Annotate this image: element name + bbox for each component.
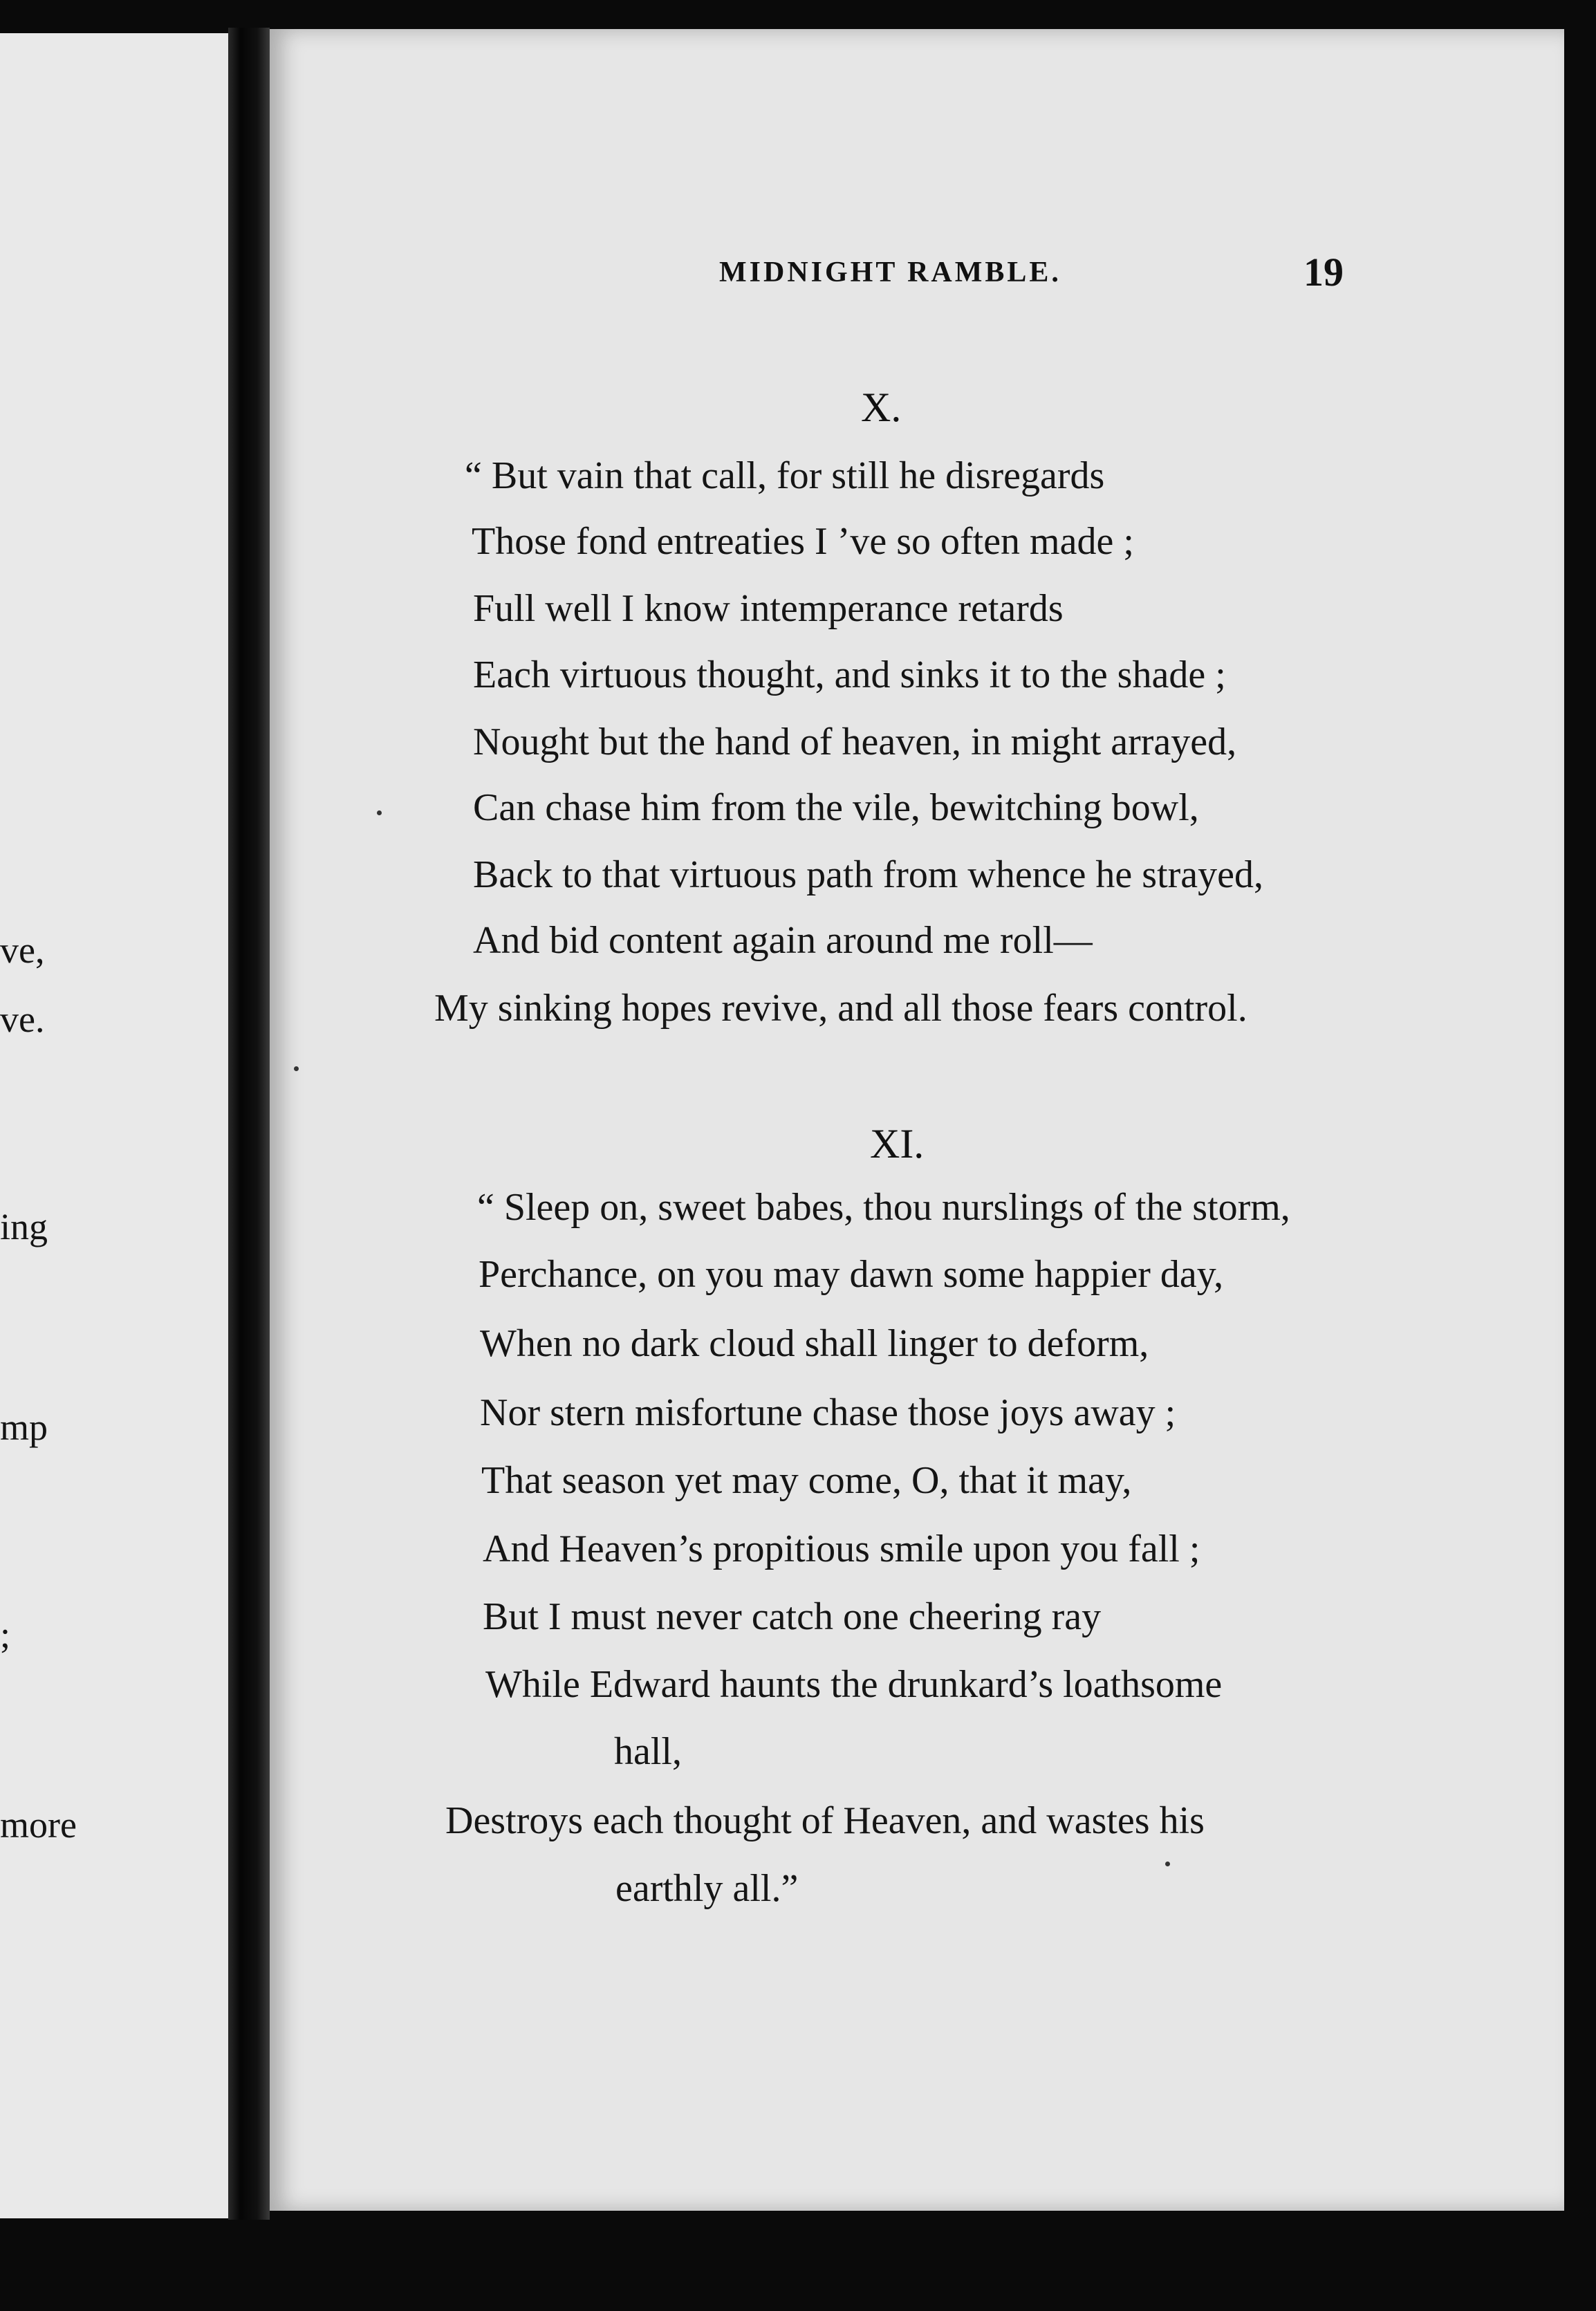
left-page-fragment: mp (0, 1407, 48, 1448)
poem-line: “ But vain that call, for still he disregards (465, 454, 1105, 497)
poem-line: Each virtuous thought, and sinks it to the shade ; (473, 653, 1226, 696)
left-page-fragment: ve. (0, 999, 45, 1040)
poem-line: While Edward haunts the drunkard’s loathsome (485, 1663, 1223, 1706)
book-gutter (228, 28, 270, 2220)
poem-line: When no dark cloud shall linger to deform, (480, 1322, 1149, 1365)
poem-line: Perchance, on you may dawn some happier day, (479, 1253, 1224, 1296)
poem-line: And bid content again around me roll— (473, 919, 1093, 962)
page-number: 19 (1303, 250, 1344, 295)
left-page-fragment: ; (0, 1614, 11, 1655)
left-page-fragment: ve, (0, 929, 45, 971)
poem-line: Can chase him from the vile, bewitching bowl, (473, 786, 1199, 829)
poem-line: But I must never catch one cheering ray (483, 1595, 1102, 1638)
poem-line: And Heaven’s propitious smile upon you fall ; (483, 1528, 1200, 1570)
running-title: MIDNIGHT RAMBLE. (719, 257, 1061, 288)
poem-line: Nor stern misfortune chase those joys away ; (480, 1391, 1176, 1434)
poem-line: Back to that virtuous path from whence he strayed, (473, 853, 1263, 896)
left-page-fragment: ing (0, 1206, 48, 1247)
poem-line: earthly all.” (615, 1867, 799, 1910)
stanza-number: X. (861, 384, 902, 430)
ink-speck (1165, 1862, 1170, 1866)
poem-line: My sinking hopes revive, and all those fears control. (434, 987, 1247, 1030)
poem-line: hall, (614, 1730, 682, 1773)
left-page-fragment: more (0, 1804, 77, 1846)
poem-line: Those fond entreaties I ’ve so often made ; (472, 520, 1134, 563)
poem-line: Full well I know intemperance retards (473, 587, 1064, 630)
poem-line: Nought but the hand of heaven, in might arrayed, (473, 721, 1237, 763)
ink-speck (294, 1066, 299, 1071)
poem-line: That season yet may come, O, that it may, (481, 1459, 1132, 1502)
poem-line: Destroys each thought of Heaven, and wastes his (445, 1799, 1205, 1842)
ink-speck (377, 810, 382, 815)
previous-page-edge (0, 33, 228, 2218)
stanza-number: XI. (870, 1121, 925, 1167)
poem-line: “ Sleep on, sweet babes, thou nurslings of the storm, (477, 1186, 1290, 1229)
